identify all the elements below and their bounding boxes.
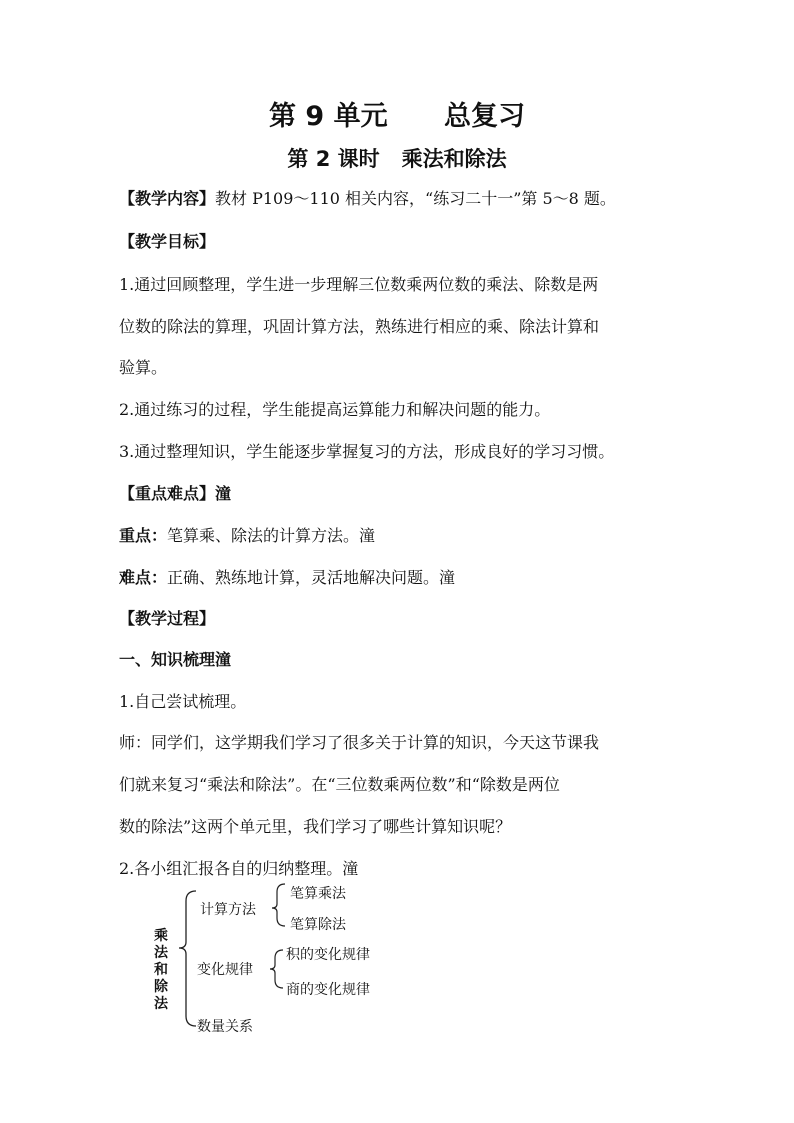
change-rule-brace <box>270 950 283 988</box>
key-points-heading <box>119 482 699 506</box>
difficult-point-text: 正确、熟练地计算，灵活地解决问题。潼 <box>167 568 456 587</box>
teacher-line-2: 们就来复习“乘法和除法”。在“三位数乘两位数”和“除数是两位 <box>119 775 560 794</box>
goal-3: 3.通过整理知识，学生能逐步掌握复习的方法，形成良好的学习习惯。 <box>119 442 615 461</box>
goal-1-line-3: 验算。 <box>119 358 168 377</box>
teacher-line-1: 师：同学们，这学期我们学习了很多关于计算的知识，今天这节课我 <box>119 733 600 752</box>
key-point <box>119 524 699 548</box>
knowledge-tree-diagram <box>140 876 440 1046</box>
goal-1-line-2: 位数的除法的算理，巩固计算方法，熟练进行相应的乘、除法计算和 <box>119 317 600 336</box>
goal-1-line-1: 1.通过回顾整理，学生进一步理解三位数乘两位数的乘法、除数是两 <box>119 275 599 294</box>
tree-leaf-product-rule: 积的变化规律 <box>286 947 370 963</box>
section-1-item-1: 1.自己尝试梳理。 <box>119 692 247 711</box>
section-1-heading: 一、知识梳理潼 <box>119 650 232 669</box>
tree-branch-calc-method: 计算方法 <box>200 902 256 918</box>
teaching-content-label: 【教学内容】 <box>119 189 216 208</box>
difficult-point <box>119 566 699 590</box>
section-1-item-2: 2.各小组汇报各自的归纳整理。潼 <box>119 859 359 878</box>
tree-leaf-written-multiplication: 笔算乘法 <box>290 886 346 902</box>
tree-root: 乘法和除法 <box>154 928 168 1012</box>
teacher-line-3: 数的除法”这两个单元里，我们学习了哪些计算知识呢？ <box>119 817 512 836</box>
key-points-heading-suffix: 潼 <box>215 484 232 503</box>
teaching-process-heading: 【教学过程】 <box>119 609 216 628</box>
key-points-heading-label: 【重点难点】 <box>119 484 216 503</box>
calc-method-brace <box>272 884 285 926</box>
teaching-content-text: 教材 P109～110 相关内容，“练习二十一”第 5～8 题。 <box>215 189 616 208</box>
teaching-content <box>119 187 699 211</box>
tree-branch-quantity-relations: 数量关系 <box>197 1019 253 1035</box>
tree-leaf-quotient-rule: 商的变化规律 <box>286 982 370 998</box>
key-point-text: 笔算乘、除法的计算方法。潼 <box>167 526 376 545</box>
goal-2: 2.通过练习的过程，学生能提高运算能力和解决问题的能力。 <box>119 400 551 419</box>
page-title: 第 9 单元 总复习 <box>269 101 525 132</box>
key-point-label: 重点： <box>119 526 168 545</box>
tree-branch-change-rules: 变化规律 <box>197 962 253 978</box>
tree-leaf-written-division: 笔算除法 <box>290 917 346 933</box>
main-brace <box>179 891 196 1026</box>
lesson-subtitle: 第 2 课时 乘法和除法 <box>287 147 507 171</box>
difficult-point-label: 难点： <box>119 568 168 587</box>
teaching-goals-heading: 【教学目标】 <box>119 232 216 251</box>
